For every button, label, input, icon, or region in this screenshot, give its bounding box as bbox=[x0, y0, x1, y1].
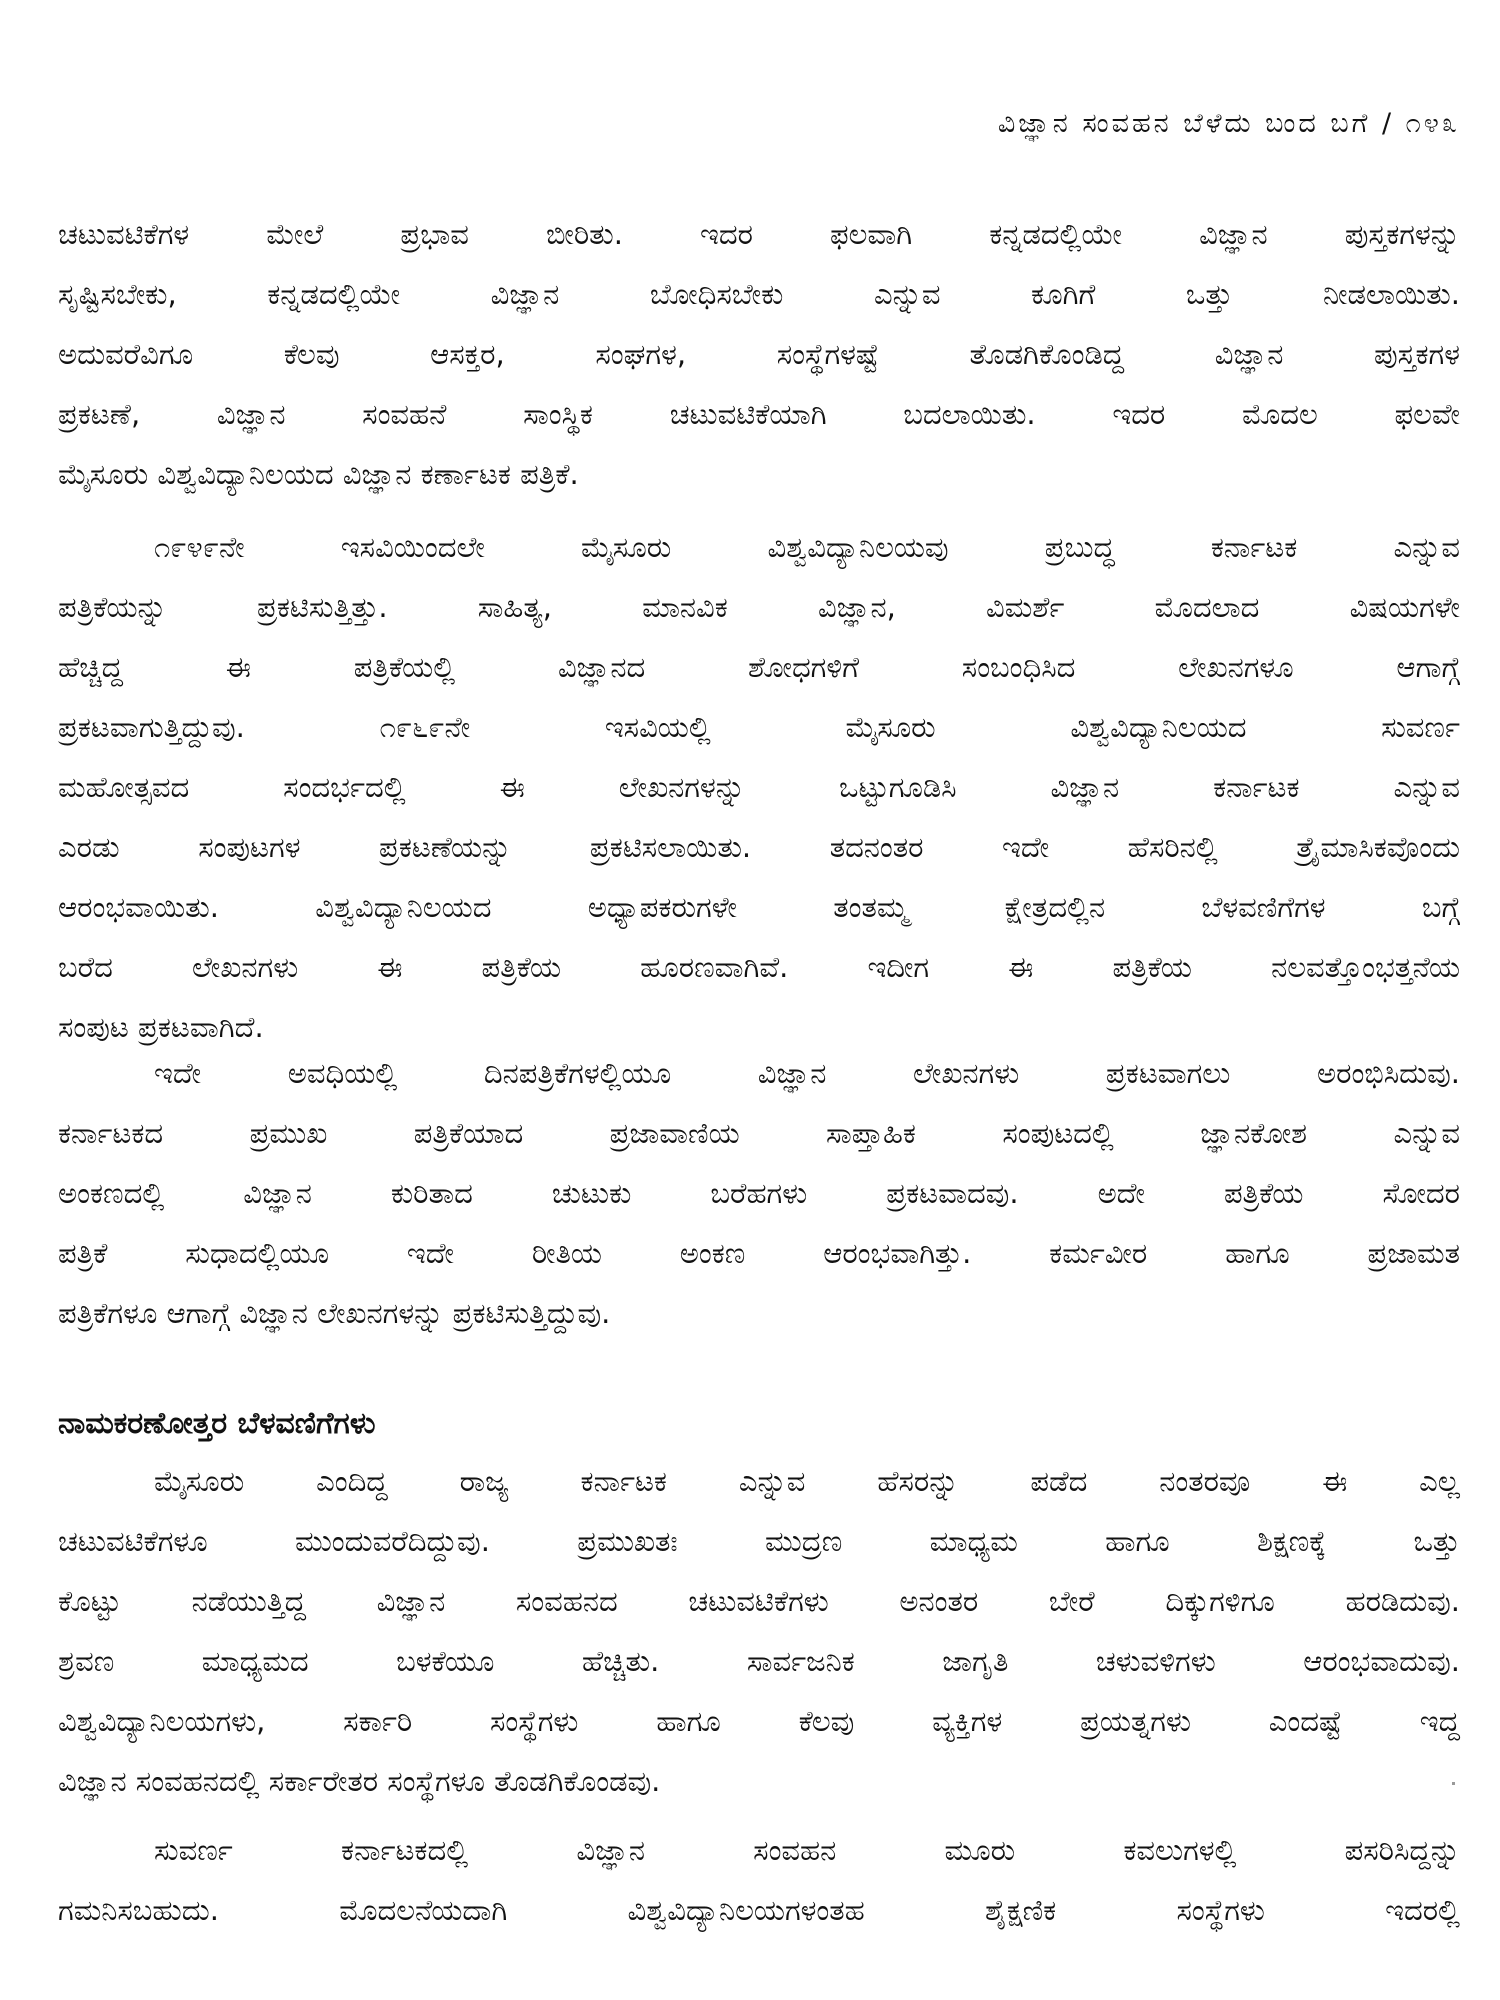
text-line: ಪ್ರಕಟಣೆ, ವಿಜ್ಞಾನ ಸಂವಹನೆ ಸಾಂಸ್ಥಿಕ ಚಟುವಟಿಕೆಯಾಗಿ ಬದಲಾಯಿತು. ಇದರ ಮೊದಲ ಫಲವೇ bbox=[58, 397, 1460, 431]
text-line: ಮೈಸೂರು ವಿಶ್ವವಿದ್ಯಾನಿಲಯದ ವಿಜ್ಞಾನ ಕರ್ಣಾಟಕ ಪತ್ರಿಕೆ. bbox=[58, 457, 579, 491]
text-line: ಸುವರ್ಣ ಕರ್ನಾಟಕದಲ್ಲಿ ವಿಜ್ಞಾನ ಸಂವಹನ ಮೂರು ಕವಲುಗಳಲ್ಲಿ ಪಸರಿಸಿದ್ದನ್ನು bbox=[154, 1833, 1460, 1867]
scan-speck bbox=[1452, 1782, 1455, 1785]
running-header: ವಿಜ್ಞಾನ ಸಂವಹನ ಬೆಳೆದು ಬಂದ ಬಗೆ / ೧೪೩ bbox=[997, 108, 1460, 139]
text-line: ಅಂಕಣದಲ್ಲಿ ವಿಜ್ಞಾನ ಕುರಿತಾದ ಚುಟುಕು ಬರೆಹಗಳು ಪ್ರಕಟವಾದವು. ಅದೇ ಪತ್ರಿಕೆಯ ಸೋದರ bbox=[58, 1176, 1460, 1210]
text-line: ಆರಂಭವಾಯಿತು. ವಿಶ್ವವಿದ್ಯಾನಿಲಯದ ಅಧ್ಯಾಪಕರುಗಳೇ ತಂತಮ್ಮ ಕ್ಷೇತ್ರದಲ್ಲಿನ ಬೆಳವಣಿಗೆಗಳ ಬಗ್ಗೆ bbox=[58, 890, 1460, 924]
text-line: ಅದುವರೆವಿಗೂ ಕೆಲವು ಆಸಕ್ತರ, ಸಂಘಗಳ, ಸಂಸ್ಥೆಗಳಷ್ಟೆ ತೊಡಗಿಕೊಂಡಿದ್ದ ವಿಜ್ಞಾನ ಪುಸ್ತಕಗಳ bbox=[58, 337, 1460, 371]
section-heading: ನಾಮಕರಣೋತ್ತರ ಬೆಳವಣಿಗೆಗಳು bbox=[58, 1406, 376, 1441]
text-line: ಪತ್ರಿಕೆ ಸುಧಾದಲ್ಲಿಯೂ ಇದೇ ರೀತಿಯ ಅಂಕಣ ಆರಂಭವಾಗಿತ್ತು. ಕರ್ಮವೀರ ಹಾಗೂ ಪ್ರಜಾಮತ bbox=[58, 1236, 1460, 1270]
paragraph-3 bbox=[58, 1043, 1460, 1343]
text-line: ವಿಜ್ಞಾನ ಸಂವಹನದಲ್ಲಿ ಸರ್ಕಾರೇತರ ಸಂಸ್ಥೆಗಳೂ ತೊಡಗಿಕೊಂಡವು. bbox=[58, 1764, 661, 1798]
paragraph-2 bbox=[58, 517, 1460, 1057]
text-line: ಪತ್ರಿಕೆಗಳೂ ಆಗಾಗ್ಗೆ ವಿಜ್ಞಾನ ಲೇಖನಗಳನ್ನು ಪ್ರಕಟಿಸುತ್ತಿದ್ದುವು. bbox=[58, 1296, 611, 1330]
paragraph-1 bbox=[58, 204, 1460, 504]
text-line: ಎರಡು ಸಂಪುಟಗಳ ಪ್ರಕಟಣೆಯನ್ನು ಪ್ರಕಟಿಸಲಾಯಿತು. ತದನಂತರ ಇದೇ ಹೆಸರಿನಲ್ಲಿ ತ್ರೈಮಾಸಿಕವೊಂದು bbox=[58, 830, 1460, 864]
text-line: ೧೯೪೯ನೇ ಇಸವಿಯಿಂದಲೇ ಮೈಸೂರು ವಿಶ್ವವಿದ್ಯಾನಿಲಯವು ಪ್ರಬುದ್ಧ ಕರ್ನಾಟಕ ಎನ್ನುವ bbox=[154, 530, 1460, 564]
text-line: ಹೆಚ್ಚಿದ್ದ ಈ ಪತ್ರಿಕೆಯಲ್ಲಿ ವಿಜ್ಞಾನದ ಶೋಧಗಳಿಗೆ ಸಂಬಂಧಿಸಿದ ಲೇಖನಗಳೂ ಆಗಾಗ್ಗೆ bbox=[58, 650, 1460, 684]
text-line: ಬರೆದ ಲೇಖನಗಳು ಈ ಪತ್ರಿಕೆಯ ಹೂರಣವಾಗಿವೆ. ಇದೀಗ ಈ ಪತ್ರಿಕೆಯ ನಲವತ್ತೊಂಭತ್ತನೆಯ bbox=[58, 950, 1460, 984]
text-line: ಪತ್ರಿಕೆಯನ್ನು ಪ್ರಕಟಿಸುತ್ತಿತ್ತು. ಸಾಹಿತ್ಯ, ಮಾನವಿಕ ವಿಜ್ಞಾನ, ವಿಮರ್ಶೆ ಮೊದಲಾದ ವಿಷಯಗಳೇ bbox=[58, 590, 1460, 624]
text-line: ಪ್ರಕಟವಾಗುತ್ತಿದ್ದುವು. ೧೯೬೯ನೇ ಇಸವಿಯಲ್ಲಿ ಮೈಸೂರು ವಿಶ್ವವಿದ್ಯಾನಿಲಯದ ಸುವರ್ಣ bbox=[58, 710, 1460, 744]
text-line: ವಿಶ್ವವಿದ್ಯಾನಿಲಯಗಳು, ಸರ್ಕಾರಿ ಸಂಸ್ಥೆಗಳು ಹಾಗೂ ಕೆಲವು ವ್ಯಕ್ತಿಗಳ ಪ್ರಯತ್ನಗಳು ಎಂದಷ್ಟೆ ಇದ್ದ bbox=[58, 1704, 1460, 1738]
text-line: ಚಟುವಟಿಕೆಗಳ ಮೇಲೆ ಪ್ರಭಾವ ಬೀರಿತು. ಇದರ ಫಲವಾಗಿ ಕನ್ನಡದಲ್ಲಿಯೇ ವಿಜ್ಞಾನ ಪುಸ್ತಕಗಳನ್ನು bbox=[58, 217, 1460, 251]
text-line: ಕೊಟ್ಟು ನಡೆಯುತ್ತಿದ್ದ ವಿಜ್ಞಾನ ಸಂವಹನದ ಚಟುವಟಿಕೆಗಳು ಅನಂತರ ಬೇರೆ ದಿಕ್ಕುಗಳಿಗೂ ಹರಡಿದುವು. bbox=[58, 1584, 1460, 1618]
text-line: ಇದೇ ಅವಧಿಯಲ್ಲಿ ದಿನಪತ್ರಿಕೆಗಳಲ್ಲಿಯೂ ವಿಜ್ಞಾನ ಲೇಖನಗಳು ಪ್ರಕಟವಾಗಲು ಅರಂಭಿಸಿದುವು. bbox=[154, 1056, 1460, 1090]
text-line: ಶ್ರವಣ ಮಾಧ್ಯಮದ ಬಳಕೆಯೂ ಹೆಚ್ಚಿತು. ಸಾರ್ವಜನಿಕ ಜಾಗೃತಿ ಚಳುವಳಿಗಳು ಆರಂಭವಾದುವು. bbox=[58, 1644, 1460, 1678]
paragraph-4 bbox=[58, 1451, 1460, 1811]
text-line: ಸೃಷ್ಟಿಸಬೇಕು, ಕನ್ನಡದಲ್ಲಿಯೇ ವಿಜ್ಞಾನ ಬೋಧಿಸಬೇಕು ಎನ್ನುವ ಕೂಗಿಗೆ ಒತ್ತು ನೀಡಲಾಯಿತು. bbox=[58, 277, 1460, 311]
text-line: ಗಮನಿಸಬಹುದು. ಮೊದಲನೆಯದಾಗಿ ವಿಶ್ವವಿದ್ಯಾನಿಲಯಗಳಂತಹ ಶೈಕ್ಷಣಿಕ ಸಂಸ್ಥೆಗಳು ಇದರಲ್ಲಿ bbox=[58, 1893, 1460, 1927]
text-line: ಸಂಪುಟ ಪ್ರಕಟವಾಗಿದೆ. bbox=[58, 1010, 264, 1044]
text-line: ಕರ್ನಾಟಕದ ಪ್ರಮುಖ ಪತ್ರಿಕೆಯಾದ ಪ್ರಜಾವಾಣಿಯ ಸಾಪ್ತಾಹಿಕ ಸಂಪುಟದಲ್ಲಿ ಜ್ಞಾನಕೋಶ ಎನ್ನುವ bbox=[58, 1116, 1460, 1150]
text-line: ಮೈಸೂರು ಎಂದಿದ್ದ ರಾಜ್ಯ ಕರ್ನಾಟಕ ಎನ್ನುವ ಹೆಸರನ್ನು ಪಡೆದ ನಂತರವೂ ಈ ಎಲ್ಲ bbox=[154, 1464, 1460, 1498]
paragraph-5 bbox=[58, 1820, 1460, 1940]
text-line: ಚಟುವಟಿಕೆಗಳೂ ಮುಂದುವರೆದಿದ್ದುವು. ಪ್ರಮುಖತಃ ಮುದ್ರಣ ಮಾಧ್ಯಮ ಹಾಗೂ ಶಿಕ್ಷಣಕ್ಕೆ ಒತ್ತು bbox=[58, 1524, 1460, 1558]
text-line: ಮಹೋತ್ಸವದ ಸಂದರ್ಭದಲ್ಲಿ ಈ ಲೇಖನಗಳನ್ನು ಒಟ್ಟುಗೂಡಿಸಿ ವಿಜ್ಞಾನ ಕರ್ನಾಟಕ ಎನ್ನುವ bbox=[58, 770, 1460, 804]
